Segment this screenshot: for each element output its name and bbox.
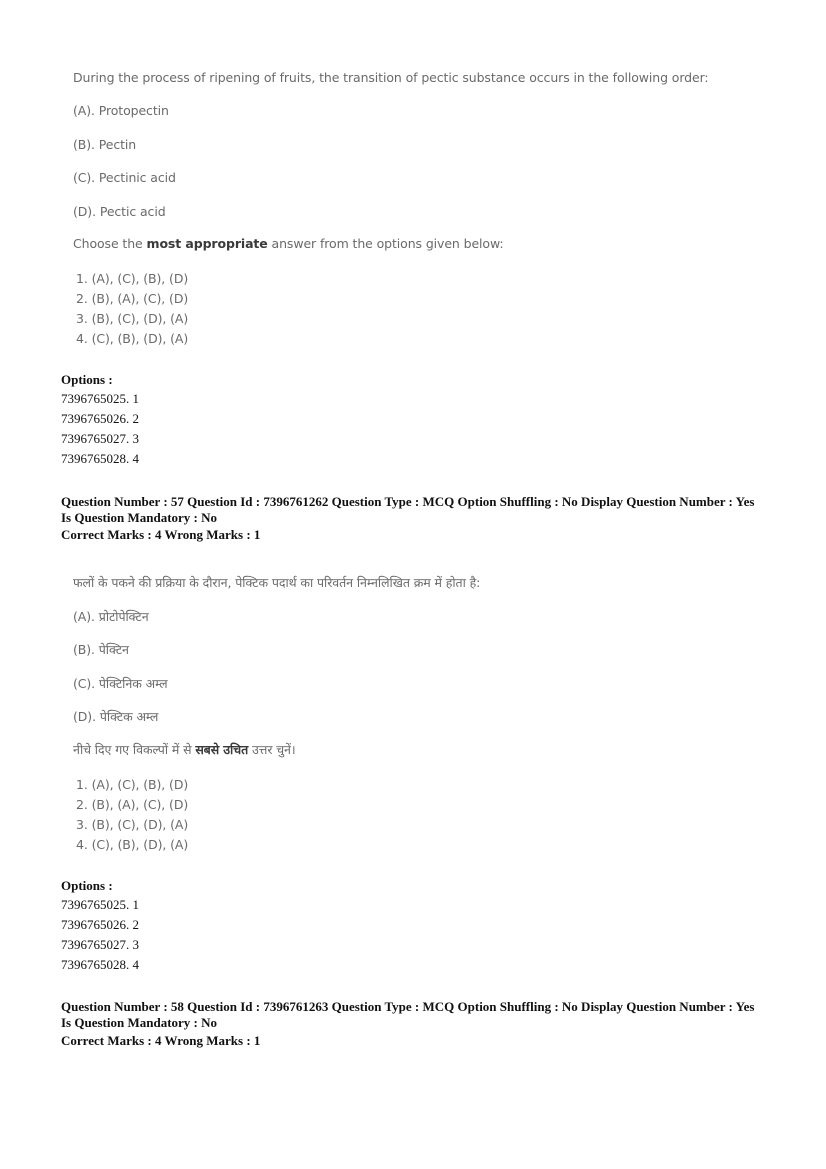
choose-instruction: नीचे दिए गए विकल्पों में से सबसे उचित उत्तर चुनें। (73, 742, 296, 757)
option-id: 7396765027. 3 (61, 937, 139, 952)
question-marks: Correct Marks : 4 Wrong Marks : 1 (61, 1033, 261, 1048)
statement-item: (A). प्रोटोपेक्टिन (73, 609, 149, 624)
answer-choice: 1. (A), (C), (B), (D) (76, 777, 189, 792)
option-id: 7396765028. 4 (61, 451, 139, 466)
statement-item: (D). पेक्टिक अम्ल (73, 709, 159, 724)
question-mandatory: Is Question Mandatory : No (61, 510, 218, 525)
answer-choice: 2. (B), (A), (C), (D) (76, 291, 189, 306)
question-stem: फलों के पकने की प्रक्रिया के दौरान, पेक्टिक पदार्थ का परिवर्तन निम्नलिखित क्रम में होता है: (73, 575, 481, 590)
options-label: Options : (61, 878, 113, 893)
option-id: 7396765025. 1 (61, 391, 139, 406)
option-id: 7396765028. 4 (61, 957, 139, 972)
answer-choice: 4. (C), (B), (D), (A) (76, 837, 189, 852)
statement-item: (D). Pectic acid (73, 204, 166, 219)
option-id: 7396765025. 1 (61, 897, 139, 912)
question-marks: Correct Marks : 4 Wrong Marks : 1 (61, 527, 261, 542)
statement-item: (C). पेक्टिनिक अम्ल (73, 676, 168, 691)
answer-choice: 1. (A), (C), (B), (D) (76, 271, 189, 286)
answer-choice: 2. (B), (A), (C), (D) (76, 797, 189, 812)
option-id: 7396765026. 2 (61, 411, 139, 426)
statement-item: (B). Pectin (73, 137, 137, 152)
options-label: Options : (61, 372, 113, 387)
option-id: 7396765027. 3 (61, 431, 139, 446)
option-id: 7396765026. 2 (61, 917, 139, 932)
answer-choice: 4. (C), (B), (D), (A) (76, 331, 189, 346)
question-header: Question Number : 57 Question Id : 7396761262 Question Type : MCQ Option Shuffling : No Display Question Number : Yes (61, 494, 755, 509)
question-mandatory: Is Question Mandatory : No (61, 1015, 218, 1030)
statement-item: (B). पेक्टिन (73, 642, 129, 657)
statement-item: (A). Protopectin (73, 103, 169, 118)
statement-item: (C). Pectinic acid (73, 170, 176, 185)
choose-instruction: Choose the most appropriate answer from the options given below: (73, 236, 504, 251)
answer-choice: 3. (B), (C), (D), (A) (76, 311, 189, 326)
question-header: Question Number : 58 Question Id : 7396761263 Question Type : MCQ Option Shuffling : No Display Question Number : Yes (61, 999, 755, 1014)
question-stem: During the process of ripening of fruits, the transition of pectic substance occurs in the following order: (73, 70, 709, 85)
answer-choice: 3. (B), (C), (D), (A) (76, 817, 189, 832)
